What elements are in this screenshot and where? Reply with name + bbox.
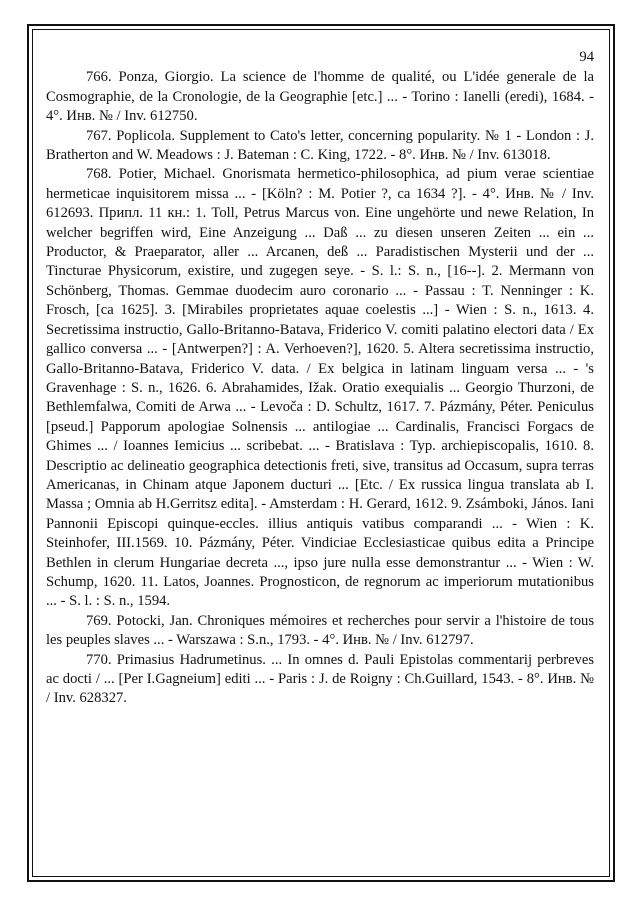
entry-text: Potier, Michael. Gnorismata hermetico-philosophica, ad pium verae scientiae hermeticae inquisitorem missa ... - [Köln? : M. Potier ?, ca 1634 ?]. - 4°. Инв. № / Inv. 612693. Припл. 11 кн.: 1. Toll, Petrus Marcus von. Eine ungehörte und newe Relation, In welcher begriffen wird, Eine Anzeigung ... Daß ... zu diesen unseren Zeiten ... ein ... Productor, & Praeparator, aller ... Arcanen, deß ... Paradistischen Mysterii und der ... Tincturae Physicorum, existire, und zugegen seye. - S. l.: S. n., [16--]. 2. Mermann von Schönberg, Thomas. Gemmae duodecim auro coronario ... - Passau : T. Nenninger : K. Frosch, [ca 1625]. 3. [Mirabiles proprietates aquae coelestis ...] - Wien : S. n., 1613. 4. Secretissima instructio, Gallo-Britanno-Batava, Friderico V. comiti palatino electori data / Ex gallico conversa ... - [Antwerpen?] : A. Verhoeven?], 1620. 5. Altera secretissima instructio, Gallo-Britanno-Batava, Friderico V. data. / Ex belgica in latinam linguam versa ... - 's Gravenhage : S. n., 1626. 6. Abrahamides, Ižak. Oratio exequialis ... Georgio Thurzoni, de Bethlemfalwa, Comiti de Arwa ... - Levoča : D. Schultz, 1617. 7. Pázmány, Péter. Peniculus [pseud.] Papporum apologiae Solnensis ... antilogiae ... Cardinalis, Francisci Forgacs de Ghimes ... / Ioannes Iemicius ... scribebat. ... - Bratislava : Typ. archiepiscopalis, 1610. 8. Descriptio ac delineatio geographica detectionis freti, sive, transitus ad Occasum, supra terras Americanas, in Chinam atque Japonem ducturi ... [Etc. / Ex russica lingua translata ab I. Massa ; Omnia ab H.Gerritsz edita]. - Amsterdam : H. Gerard, 1612. 9. Zsámboki, János. Iani Pannonii Episcopi quinque-eccles. illius antiquis vatibus comparandi ... - Wien : K. Steinhofer, III.1569. 10. Pázmány, Péter. Vindiciae Ecclesiasticae quibus edita a Principe Bethlen in clerum Hungariae decreta ..., ipso jure nulla esse demonstrantur ... - Wien : W. Schump, 1620. 11. Latos, Joannes. Prognosticon, de regnorum ac imperiorum mutationibus ... - S. l. : S. n., 1594. — [46, 166, 594, 610]
entry-number: 769. — [86, 612, 112, 629]
entry-text: Poplicola. Supplement to Cato's letter, concerning popularity. № 1 - London : J. Bratherton and W. Meadows : J. Bateman : C. King, 1722. - 8°. Инв. № / Inv. 613018. — [46, 127, 594, 164]
page-number: 94 — [579, 49, 594, 65]
catalog-entry — [46, 165, 594, 611]
entry-number: 768. — [86, 166, 112, 183]
entry-text: Potocki, Jan. Chroniques mémoires et recherches pour servir a l'histoire de tous les peuples slaves ... - Warszawa : S.n., 1793. - 4°. Инв. № / Inv. 612797. — [46, 612, 594, 649]
catalog-entry — [46, 68, 594, 126]
catalog-entry — [46, 651, 594, 709]
entry-number: 766. — [86, 69, 112, 86]
entry-text: Ponza, Giorgio. La science de l'homme de qualité, ou L'idée generale de la Cosmographie, de la Cronologie, de la Geographie [etc.] ... - Torino : Ianelli (eredi), 1684. - 4°. Инв. № / Inv. 612750. — [46, 69, 594, 125]
catalog-page — [46, 48, 594, 709]
entry-number: 770. — [86, 651, 112, 668]
catalog-entry — [46, 127, 594, 166]
catalog-entry — [46, 612, 594, 651]
entry-number: 767. — [86, 127, 112, 144]
entry-text: Primasius Hadrumetinus. ... In omnes d. Pauli Epistolas commentarij perbreves ac docti / ... [Per I.Gagneium] editi ... - Paris : J. de Roigny : Ch.Guillard, 1543. - 8°. Инв. № / Inv. 628327. — [46, 651, 594, 707]
